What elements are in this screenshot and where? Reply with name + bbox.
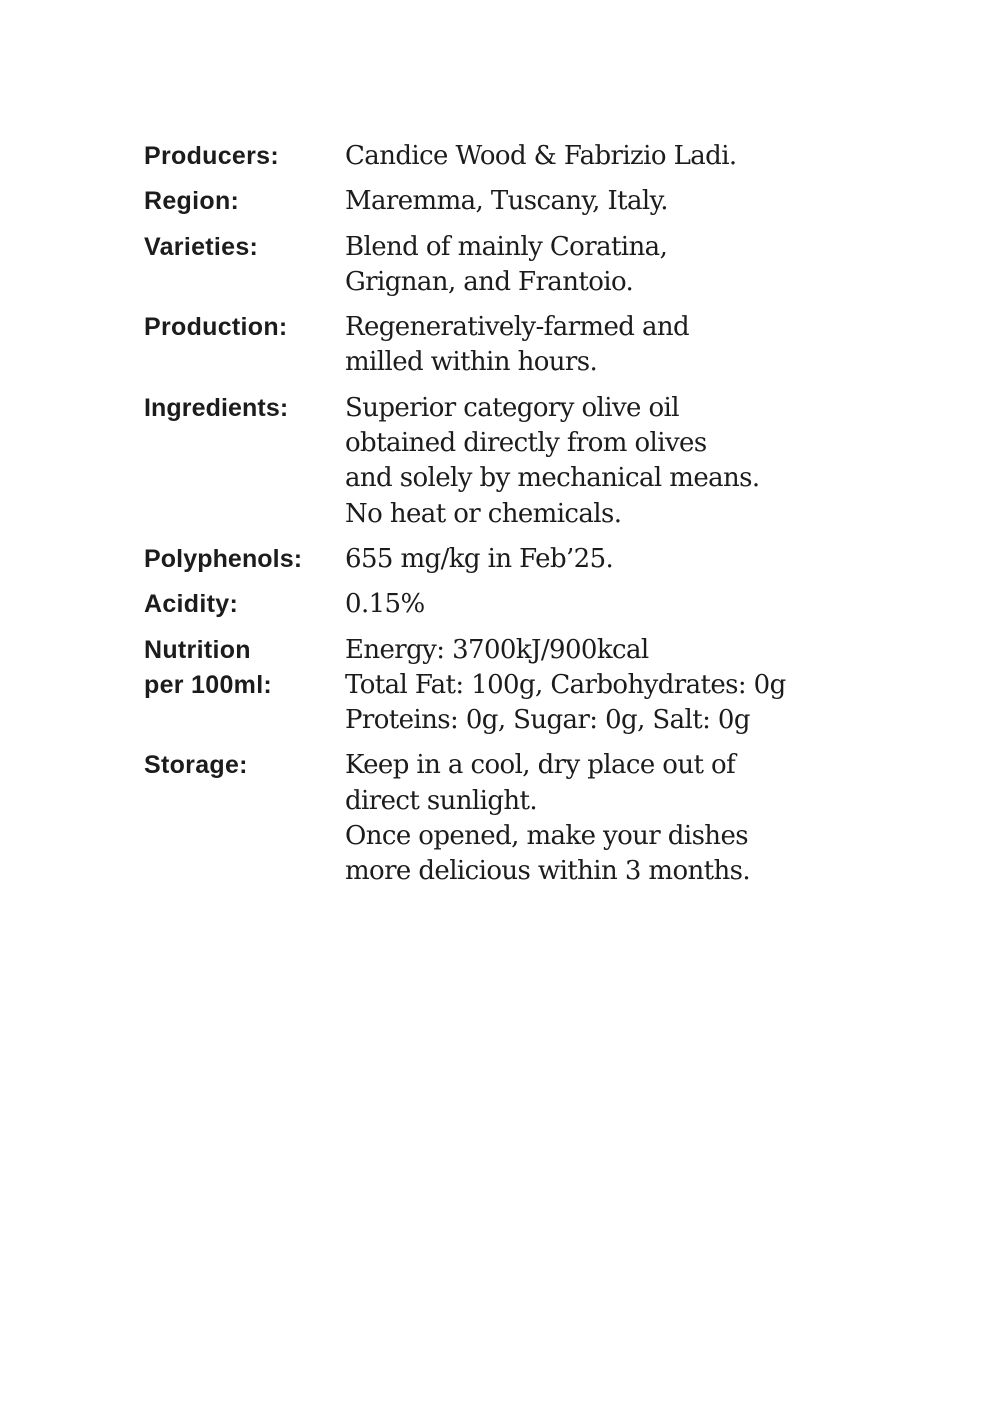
production-value: Regeneratively-farmed and milled within hours. — [345, 312, 690, 378]
spec-row-varieties — [144, 230, 864, 301]
polyphenols-label: Polyphenols: — [144, 544, 303, 573]
spec-row-production — [144, 310, 864, 381]
product-spec-sheet — [144, 139, 864, 890]
storage-value: Keep in a cool, dry place out of direct sunlight. Once opened, make your dishes more delicious within 3 months. — [345, 750, 751, 887]
varieties-label: Varieties: — [144, 232, 259, 261]
production-label: Production: — [144, 313, 288, 342]
row-gap — [144, 577, 864, 587]
spec-row-nutrition — [144, 633, 864, 739]
region-label: Region: — [144, 187, 240, 216]
spec-row-acidity — [144, 587, 864, 622]
nutrition-label: Nutrition per 100ml: — [144, 635, 273, 699]
row-gap — [144, 174, 864, 184]
spec-row-ingredients — [144, 391, 864, 532]
storage-label: Storage: — [144, 751, 248, 780]
row-gap — [144, 300, 864, 310]
spec-row-storage — [144, 748, 864, 889]
producers-value: Candice Wood & Fabrizio Ladi. — [345, 141, 737, 171]
producers-label: Producers: — [144, 142, 279, 170]
row-gap — [144, 532, 864, 542]
row-gap — [144, 220, 864, 230]
row-gap — [144, 738, 864, 748]
spec-row-producers — [144, 139, 864, 174]
ingredients-value: Superior category olive oil obtained directly from olives and solely by mechanical means. No heat or chemicals. — [345, 392, 760, 529]
row-gap — [144, 381, 864, 391]
nutrition-value: Energy: 3700kJ/900kcal Total Fat: 100g, Carbohydrates: 0g Proteins: 0g, Sugar: 0g, Salt: 0g — [345, 634, 786, 736]
spec-row-polyphenols — [144, 542, 864, 577]
spec-row-region — [144, 184, 864, 219]
ingredients-label: Ingredients: — [144, 393, 289, 422]
region-value: Maremma, Tuscany, Italy. — [345, 186, 668, 217]
varieties-value: Blend of mainly Coratina, Grignan, and Frantoio. — [345, 231, 668, 297]
polyphenols-value: 655 mg/kg in Feb’25. — [345, 543, 614, 574]
row-gap — [144, 623, 864, 633]
acidity-label: Acidity: — [144, 590, 239, 619]
acidity-value: 0.15% — [345, 589, 425, 620]
